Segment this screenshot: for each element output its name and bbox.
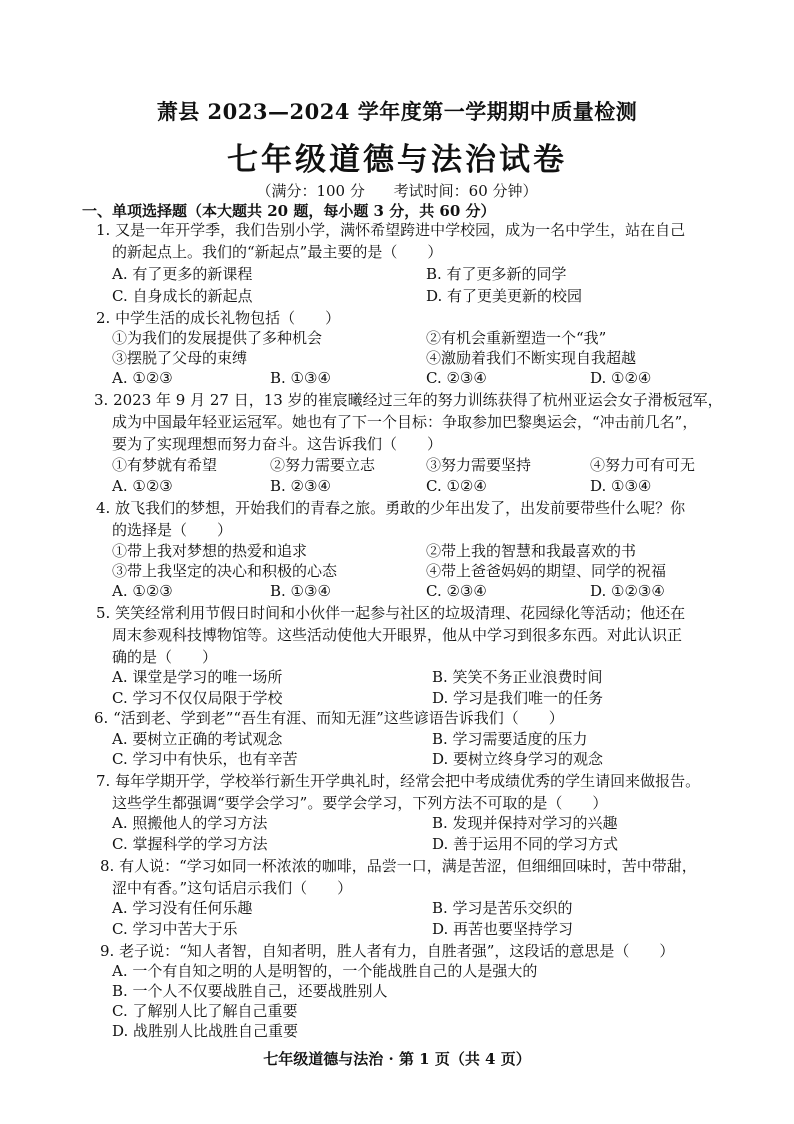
q4-stem-2: 的选择是（ ） bbox=[112, 521, 233, 539]
full-score: （满分：100 分 bbox=[256, 182, 365, 200]
q4-item-3: ③带上我坚定的决心和积极的心态 bbox=[112, 562, 338, 580]
q5-stem-3: 确的是（ ） bbox=[112, 648, 218, 666]
q3-stem-2: 成为中国最年轻亚运冠军。她也有了下一个目标：争取参加巴黎奥运会，“冲击前几名”， bbox=[112, 413, 698, 431]
q1-stem-1: 1. 又是一年开学季，我们告别小学，满怀希望跨进中学校园，成为一名中学生，站在自己 bbox=[96, 221, 686, 239]
q5-option-a: A. 课堂是学习的唯一场所 bbox=[112, 668, 283, 686]
q6-option-a: A. 要树立正确的考试观念 bbox=[112, 730, 283, 748]
exam-subtitle: 七年级道德与法治试卷 bbox=[227, 142, 567, 178]
q4-item-2: ②带上我的智慧和我最喜欢的书 bbox=[426, 542, 637, 560]
q6-option-c: C. 学习中有快乐，也有辛苦 bbox=[112, 750, 298, 768]
q8-option-a: A. 学习没有任何乐趣 bbox=[112, 899, 253, 917]
q6-option-d: D. 要树立终身学习的观念 bbox=[432, 750, 604, 768]
q2-item-3: ③摆脱了父母的束缚 bbox=[112, 349, 248, 367]
q7-stem-2: 这些学生都强调“要学会学习”。要学会学习，下列方法不可取的是（ ） bbox=[112, 794, 608, 812]
q9-option-c: C. 了解别人比了解自己重要 bbox=[112, 1002, 298, 1020]
q5-option-c: C. 学习不仅仅局限于学校 bbox=[112, 689, 283, 707]
q2-option-a: A. ①②③ bbox=[112, 369, 173, 387]
q4-option-c: C. ②③④ bbox=[426, 582, 487, 600]
q6-stem: 6. “活到老、学到老”“吾生有涯、而知无涯”这些谚语告诉我们（ ） bbox=[94, 709, 564, 727]
q7-option-a: A. 照搬他人的学习方法 bbox=[112, 814, 268, 832]
q8-stem-2: 涩中有香。”这句话启示我们（ ） bbox=[112, 879, 353, 897]
q6-option-b: B. 学习需要适度的压力 bbox=[432, 730, 588, 748]
q8-stem-1: 8. 有人说：“学习如同一杯浓浓的咖啡，品尝一口，满是苦涩，但细细回味时，苦中带甜， bbox=[100, 857, 697, 875]
q2-item-1: ①为我们的发展提供了多种机会 bbox=[112, 329, 323, 347]
q2-item-4: ④激励着我们不断实现自我超越 bbox=[426, 349, 637, 367]
q1-option-a: A. 有了更多的新课程 bbox=[112, 265, 253, 283]
q9-option-b: B. 一个人不仅要战胜自己，还要战胜别人 bbox=[112, 982, 388, 1000]
q2-option-d: D. ①②④ bbox=[590, 369, 652, 387]
q8-option-d: D. 再苦也要坚持学习 bbox=[432, 920, 574, 938]
q7-stem-1: 7. 每年学期开学，学校举行新生开学典礼时，经常会把中考成绩优秀的学生请回来做报告。 bbox=[96, 772, 701, 790]
q4-option-a: A. ①②③ bbox=[112, 582, 173, 600]
q2-stem: 2. 中学生活的成长礼物包括（ ） bbox=[96, 309, 341, 327]
q3-item-2: ②努力需要立志 bbox=[270, 456, 376, 474]
q4-item-1: ①带上我对梦想的热爱和追求 bbox=[112, 542, 308, 560]
q3-option-d: D. ①③④ bbox=[590, 477, 652, 495]
q9-stem: 9. 老子说：“知人者智，自知者明，胜人者有力，自胜者强”，这段话的意思是（ ） bbox=[100, 942, 675, 960]
q4-item-4: ④带上爸爸妈妈的期望、同学的祝福 bbox=[426, 562, 667, 580]
q5-stem-2: 周末参观科技博物馆等。这些活动使他大开眼界，他从中学习到很多东西。对此认识正 bbox=[112, 626, 683, 644]
section-heading: 一、单项选择题（本大题共 20 题，每小题 3 分，共 60 分） bbox=[82, 202, 496, 220]
q3-stem-3: 要为了实现理想而努力奋斗。这告诉我们（ ） bbox=[112, 435, 443, 453]
q7-option-d: D. 善于运用不同的学习方式 bbox=[432, 835, 619, 853]
q9-option-d: D. 战胜别人比战胜自己重要 bbox=[112, 1022, 299, 1040]
q3-option-b: B. ②③④ bbox=[270, 477, 331, 495]
q1-option-b: B. 有了更多新的同学 bbox=[426, 265, 567, 283]
q4-option-d: D. ①②③④ bbox=[590, 582, 665, 600]
q3-stem-1: 3. 2023 年 9 月 27 日，13 岁的崔宸曦经过三年的努力训练获得了杭州亚运会女子滑板冠军， bbox=[94, 391, 723, 409]
q1-option-c: C. 自身成长的新起点 bbox=[112, 287, 253, 305]
q5-stem-1: 5. 笑笑经常利用节假日时间和小伙伴一起参与社区的垃圾清理、花园绿化等活动；他还在 bbox=[96, 604, 686, 622]
q8-option-c: C. 学习中苦大于乐 bbox=[112, 920, 238, 938]
q8-option-b: B. 学习是苦乐交织的 bbox=[432, 899, 573, 917]
q5-option-d: D. 学习是我们唯一的任务 bbox=[432, 689, 604, 707]
q3-option-c: C. ①②④ bbox=[426, 477, 487, 495]
page-footer: 七年级道德与法治 · 第 1 页（共 4 页） bbox=[263, 1050, 531, 1068]
q3-option-a: A. ①②③ bbox=[112, 477, 173, 495]
q1-option-d: D. 有了更美更新的校园 bbox=[426, 287, 583, 305]
q3-item-1: ①有梦就有希望 bbox=[112, 456, 218, 474]
q4-option-b: B. ①③④ bbox=[270, 582, 331, 600]
q7-option-b: B. 发现并保持对学习的兴趣 bbox=[432, 814, 618, 832]
q3-item-3: ③努力需要坚持 bbox=[426, 456, 532, 474]
q9-option-a: A. 一个有自知之明的人是明智的，一个能战胜自己的人是强大的 bbox=[112, 962, 538, 980]
exam-time: 考试时间：60 分钟） bbox=[393, 182, 538, 200]
q2-option-c: C. ②③④ bbox=[426, 369, 487, 387]
exam-meta bbox=[0, 180, 794, 201]
q5-option-b: B. 笑笑不务正业浪费时间 bbox=[432, 668, 603, 686]
q2-option-b: B. ①③④ bbox=[270, 369, 331, 387]
q1-stem-2: 的新起点上。我们的“新起点”最主要的是（ ） bbox=[112, 243, 443, 261]
exam-title: 萧县 2023—2024 学年度第一学期期中质量检测 bbox=[156, 99, 638, 124]
q7-option-c: C. 掌握科学的学习方法 bbox=[112, 835, 268, 853]
q3-item-4: ④努力可有可无 bbox=[590, 456, 696, 474]
q4-stem-1: 4. 放飞我们的梦想，开始我们的青春之旅。勇敢的少年出发了，出发前要带些什么呢？你 bbox=[96, 499, 686, 517]
q2-item-2: ②有机会重新塑造一个“我” bbox=[426, 329, 607, 347]
